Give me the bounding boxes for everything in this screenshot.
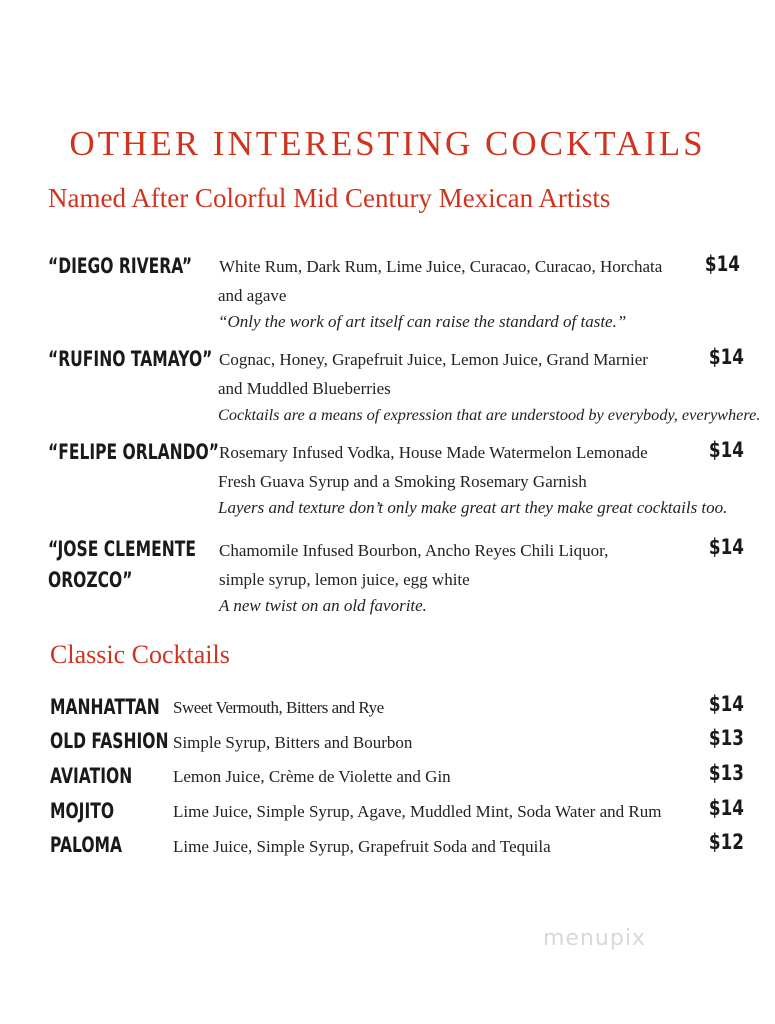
cocktail-price: $14: [708, 535, 744, 559]
classic-price: $14: [708, 796, 744, 820]
cocktail-desc-line: Fresh Guava Syrup and a Smoking Rosemary Garnish: [218, 472, 587, 491]
classic-price: $13: [708, 761, 744, 785]
cocktail-quote: Layers and texture don’t only make great art they make great cocktails too.: [218, 498, 728, 517]
cocktail-price: $14: [704, 252, 740, 276]
cocktail-quote: Cocktails are a means of expression that are understood by everybody, everywhere.: [218, 405, 761, 424]
classic-name: AVIATION: [50, 764, 133, 788]
classic-desc: Lemon Juice, Crème de Violette and Gin: [173, 767, 451, 786]
cocktail-name-line2: OROZCO”: [48, 568, 133, 592]
cocktail-desc-line: simple syrup, lemon juice, egg white: [219, 570, 470, 589]
watermark-logo: menupix: [543, 926, 646, 951]
classic-desc: Lime Juice, Simple Syrup, Grapefruit Soda and Tequila: [173, 837, 551, 856]
cocktail-name: “FELIPE ORLANDO”: [48, 440, 219, 464]
cocktail-desc-line: White Rum, Dark Rum, Lime Juice, Curacao, Curacao, Horchata: [219, 257, 663, 276]
cocktail-name: “RUFINO TAMAYO”: [48, 347, 213, 371]
cocktail-price: $14: [708, 345, 744, 369]
cocktail-desc-line: and Muddled Blueberries: [218, 379, 391, 398]
classic-desc: Sweet Vermouth, Bitters and Rye: [173, 698, 384, 717]
cocktail-desc-line: Rosemary Infused Vodka, House Made Watermelon Lemonade: [219, 443, 648, 462]
classic-price: $13: [708, 726, 744, 750]
classic-heading: Classic Cocktails: [50, 640, 230, 669]
page-title: OTHER INTERESTING COCKTAILS: [69, 124, 706, 163]
classic-name: MANHATTAN: [50, 695, 160, 719]
classic-price: $14: [708, 692, 744, 716]
classic-name: MOJITO: [50, 799, 115, 823]
cocktail-quote: “Only the work of art itself can raise the standard of taste.”: [218, 312, 627, 331]
cocktail-price: $14: [708, 438, 744, 462]
classic-name: OLD FASHION: [50, 729, 169, 753]
cocktail-desc-line: Chamomile Infused Bourbon, Ancho Reyes Chili Liquor,: [219, 541, 609, 560]
classic-price: $12: [708, 830, 744, 854]
cocktail-name: “JOSE CLEMENTE: [48, 537, 196, 561]
classic-name: PALOMA: [50, 833, 123, 857]
cocktail-desc-line: Cognac, Honey, Grapefruit Juice, Lemon Juice, Grand Marnier: [219, 350, 648, 369]
classic-desc: Lime Juice, Simple Syrup, Agave, Muddled Mint, Soda Water and Rum: [173, 802, 662, 821]
section-subtitle: Named After Colorful Mid Century Mexican Artists: [48, 183, 611, 213]
cocktail-desc-line: and agave: [218, 286, 287, 305]
cocktail-name: “DIEGO RIVERA”: [48, 254, 193, 278]
classic-desc: Simple Syrup, Bitters and Bourbon: [173, 733, 413, 752]
cocktail-quote: A new twist on an old favorite.: [219, 596, 427, 615]
